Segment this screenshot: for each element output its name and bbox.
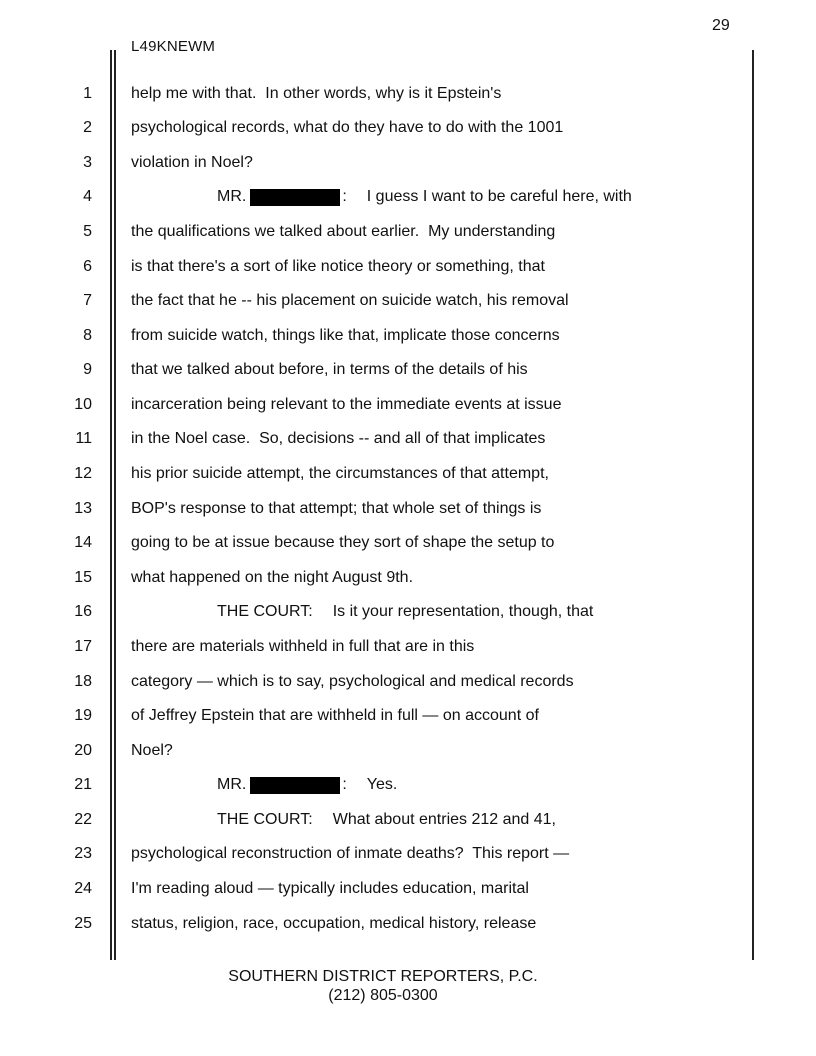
redaction-box	[250, 777, 340, 794]
line-number: 4	[83, 188, 92, 205]
left-margin-rule	[110, 50, 112, 960]
transcript-line: incarceration being relevant to the immediate events at issue	[131, 396, 562, 413]
line-number: 20	[74, 742, 92, 759]
line-number: 24	[74, 880, 92, 897]
speaker-line	[217, 188, 632, 206]
footer-company: SOUTHERN DISTRICT REPORTERS, P.C.	[228, 968, 538, 985]
line-number: 8	[83, 327, 92, 344]
transcript-line: psychological records, what do they have to do with the 1001	[131, 119, 564, 136]
page-number: 29	[712, 17, 730, 34]
left-margin-rule-inner	[114, 50, 116, 960]
speech-text: Is it your representation, though, that	[332, 603, 594, 620]
transcript-line: the fact that he -- his placement on suicide watch, his removal	[131, 292, 569, 309]
line-number: 2	[83, 119, 92, 136]
speaker-label: MR.	[217, 776, 247, 793]
line-number: 11	[75, 430, 92, 447]
line-number: 14	[74, 534, 92, 551]
speaker-label: THE COURT:	[217, 603, 313, 620]
transcript-line: violation in Noel?	[131, 154, 253, 171]
transcript-line: is that there's a sort of like notice theory or something, that	[131, 258, 545, 275]
line-number: 3	[83, 154, 92, 171]
transcript-line: BOP's response to that attempt; that whole set of things is	[131, 500, 542, 517]
transcript-line: I'm reading aloud — typically includes education, marital	[131, 880, 529, 897]
transcript-line: in the Noel case. So, decisions -- and all of that implicates	[131, 430, 546, 447]
footer-phone: (212) 805-0300	[328, 987, 438, 1004]
line-number: 12	[74, 465, 92, 482]
speaker-colon: :	[342, 188, 347, 205]
line-number: 6	[83, 258, 92, 275]
speech-text: What about entries 212 and 41,	[332, 811, 556, 828]
transcript-line: category — which is to say, psychological and medical records	[131, 673, 574, 690]
line-number: 5	[83, 223, 92, 240]
redaction-box	[250, 189, 340, 206]
line-number: 1	[83, 85, 92, 102]
transcript-line: of Jeffrey Epstein that are withheld in full — on account of	[131, 707, 539, 724]
line-number: 13	[74, 500, 92, 517]
transcript-line: that we talked about before, in terms of the details of his	[131, 361, 528, 378]
line-number: 16	[74, 603, 92, 620]
speaker-line	[217, 776, 397, 794]
transcript-line: his prior suicide attempt, the circumstances of that attempt,	[131, 465, 549, 482]
line-number: 9	[83, 361, 92, 378]
speaker-colon: :	[342, 776, 347, 793]
transcript-line: going to be at issue because they sort of shape the setup to	[131, 534, 555, 551]
transcript-line: what happened on the night August 9th.	[131, 569, 414, 586]
line-number: 15	[74, 569, 92, 586]
line-number: 10	[74, 396, 92, 413]
speaker-label: THE COURT:	[217, 811, 313, 828]
line-number: 21	[74, 776, 92, 793]
line-number: 18	[74, 673, 92, 690]
transcript-line: the qualifications we talked about earlier. My understanding	[131, 223, 556, 240]
line-number: 22	[74, 811, 92, 828]
transcript-line: from suicide watch, things like that, implicate those concerns	[131, 327, 560, 344]
speaker-line	[217, 811, 556, 829]
right-margin-rule	[752, 50, 754, 960]
speaker-line	[217, 603, 593, 621]
header-code: L49KNEWM	[131, 38, 216, 55]
transcript-line: psychological reconstruction of inmate deaths? This report —	[131, 845, 570, 862]
line-number: 7	[83, 292, 92, 309]
speech-text: Yes.	[366, 776, 398, 793]
line-number: 17	[74, 638, 92, 655]
transcript-line: Noel?	[131, 742, 173, 759]
speaker-label: MR.	[217, 188, 247, 205]
transcript-line: status, religion, race, occupation, medical history, release	[131, 915, 537, 932]
line-number: 25	[74, 915, 92, 932]
line-number: 23	[74, 845, 92, 862]
speech-text: I guess I want to be careful here, with	[366, 188, 632, 205]
line-number: 19	[74, 707, 92, 724]
transcript-line: there are materials withheld in full that are in this	[131, 638, 475, 655]
transcript-line: help me with that. In other words, why is it Epstein's	[131, 85, 502, 102]
